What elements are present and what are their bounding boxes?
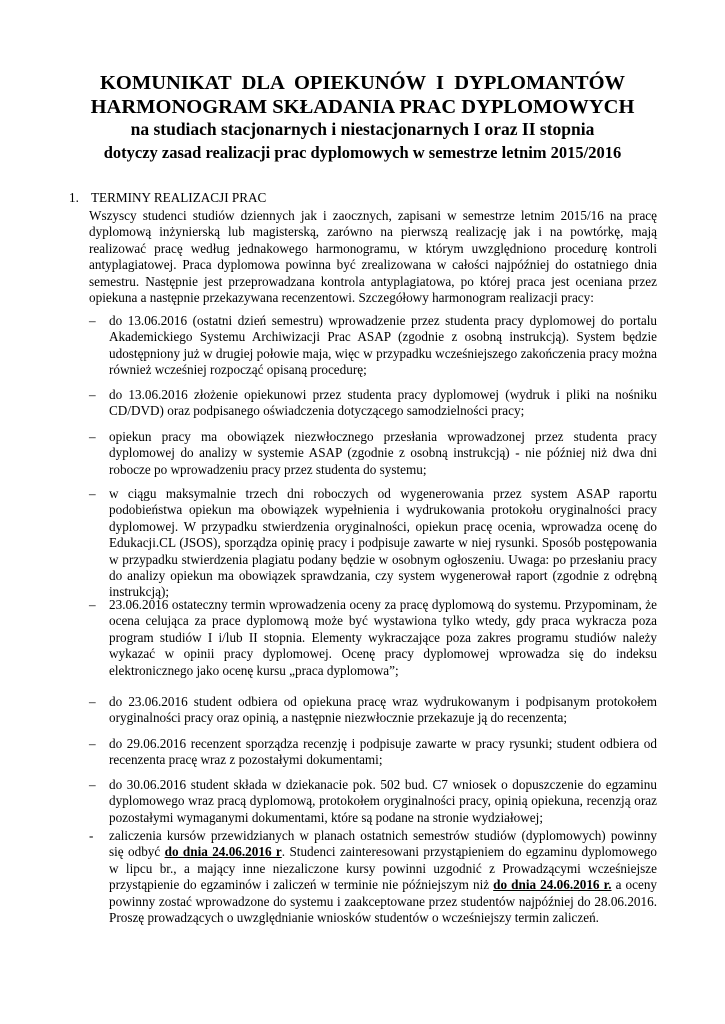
dash-bullet: – — [89, 313, 96, 328]
dash-bullet: – — [89, 777, 96, 792]
section-title: TERMINY REALIZACJI PRAC — [91, 190, 267, 205]
section-number: 1. — [69, 190, 79, 205]
subtitle-semester: dotyczy zasad realizacji prac dyplomowych w semestrze letnim 2015/2016 — [103, 143, 622, 162]
list-item-text: 23.06.2016 ostateczny termin wprowadzenia oceny za pracę dyplomową do systemu. Przypominam, że ocena celująca za prace dyplomową może być wystawiona tylko wtedy, gdy praca wykracza poza program studiów I i/lub II stopnia. Elementy wykraczające poza zakres programu studiów należy wykazać w opinii pracy dyplomowej. Ocenę pracy dyplomowej wprowadza się do indeksu elektronicznego jako ocenę kursu „praca dyplomowa”; — [109, 597, 657, 678]
list-item-text: w ciągu maksymalnie trzech dni roboczych od wygenerowania przez system ASAP raportu podobieństwa opiekun ma obowiązek wypełnienia i wydrukowania protokołu oryginalności pracy dyplomowej. W przypadku stwierdzenia oryginalności, opiekun pracę ocenia, wprowadza ocenę do Edukacji.CL (JSOS), sporządza opinię pracy i podpisuje zawarte w niej rysunki. Sposób postępowania w przypadku stwierdzenia plagiatu podany będzie w osobnym ogłoszeniu. Uwaga: po przesłaniu pracy do analizy opiekun ma obowiązek sprawdzania, czy system wygenerował raport (zgodnie z odrębną instrukcją); — [109, 486, 657, 600]
list-item-text — [109, 828, 657, 926]
list-item-text: do 30.06.2016 student składa w dziekanacie pok. 502 bud. C7 wniosek o dopuszczenie do egzaminu dyplomowego wraz pracą dyplomową, protokołem oryginalności pracy, opinią opiekuna, recenzją oraz pozostałymi wymaganymi dokumentami, które są podane na stronie wydziałowej; — [109, 777, 657, 825]
list-item-text: do 29.06.2016 recenzent sporządza recenzję i podpisuje zawarte w pracy rysunki; student odbiera od recenzenta pracę wraz z pozostałymi dokumentami; — [109, 736, 657, 768]
section-heading — [69, 191, 266, 204]
last-item-part3: a oceny powinny zostać wprowadzone do systemu i zaakceptowane przez studentów najpóźniej do 28.06.2016. Proszę prowadzących o uwzględnianie wniosków studentów o wcześniejszy termin zaliczeń. — [109, 877, 658, 926]
dash-bullet: - — [89, 828, 94, 843]
dash-bullet: – — [89, 694, 96, 709]
dash-bullet: – — [89, 387, 96, 402]
list-item-text: do 13.06.2016 (ostatni dzień semestru) wprowadzenie przez studenta pracy dyplomowej do portalu Akademickiego Systemu Archiwizacji Prac ASAP (zgodnie z osobną instrukcją). System będzie udostępniony już w drugiej połowie maja, więc w przypadku wcześniejszego zakończenia pracy można również wcześniej rozpocząć opisaną procedurę; — [109, 313, 657, 378]
deadline-date: do dnia 24.06.2016 r — [164, 844, 282, 860]
list-item-text: opiekun pracy ma obowiązek niezwłocznego przesłania wprowadzonej przez studenta pracy dyplomowej do analizy w systemie ASAP (zgodnie z osobną instrukcją) - nie później niż dwa dni robocze po wprowadzeniu pracy przez studenta do systemu; — [109, 429, 657, 477]
dash-bullet: – — [89, 429, 96, 444]
dash-bullet: – — [89, 486, 96, 501]
list-item-text: do 13.06.2016 złożenie opiekunowi przez studenta pracy dyplomowej (wydruk i pliki na nośniku CD/DVD) oraz podpisanego oświadczenia dotyczącego samodzielności pracy; — [109, 387, 657, 419]
title-harmonogram: HARMONOGRAM SKŁADANIA PRAC DYPLOMOWYCH — [90, 96, 635, 118]
last-item-part1: zaliczenia kursów przewidzianych w planach ostatnich semestrów studiów (dyplomowych) powinny się odbyć — [109, 828, 657, 860]
last-item-part2: . Studenci zainteresowani przystąpieniem do egzaminu dyplomowego w lipcu br., a mający inne niezaliczone kursy powinni uzgodnić z Prowadzącymi wcześniejsze przystąpienie do egzaminów i zaliczeń w terminie nie późniejszym niż — [109, 844, 657, 893]
dash-bullet: – — [89, 597, 96, 612]
dash-bullet: – — [89, 736, 96, 751]
deadline-date: do dnia 24.06.2016 r. — [493, 877, 612, 893]
subtitle-studies: na studiach stacjonarnych i niestacjonarnych I oraz II stopnia — [130, 119, 595, 139]
list-item-text: do 23.06.2016 student odbiera od opiekuna pracę wraz wydrukowanym i podpisanym protokołem oryginalności pracy oraz opinią, a następnie niezwłocznie przekazuje ją do recenzenta; — [109, 694, 657, 726]
intro-paragraph: Wszyscy studenci studiów dziennych jak i zaocznych, zapisani w semestrze letnim 2015/16 na pracę dyplomową inżynierską lub magisterską, zarówno na pierwszą realizację jak i na powtórkę, mają realizować pracę według jednakowego harmonogramu, w którym uwzględniono procedurę kontroli antyplagiatowej. Praca dyplomowa powinna być zrealizowana w całości najpóźniej do ostatniego dnia semestru. Następnie jest przeprowadzana kontrola antyplagiatowa, po której praca jest oceniana przez opiekuna a następnie przekazywana recenzentowi. Szczegółowy harmonogram realizacji pracy: — [89, 208, 657, 306]
title-komunikat: KOMUNIKAT DLA OPIEKUNÓW I DYPLOMANTÓW — [99, 72, 626, 94]
